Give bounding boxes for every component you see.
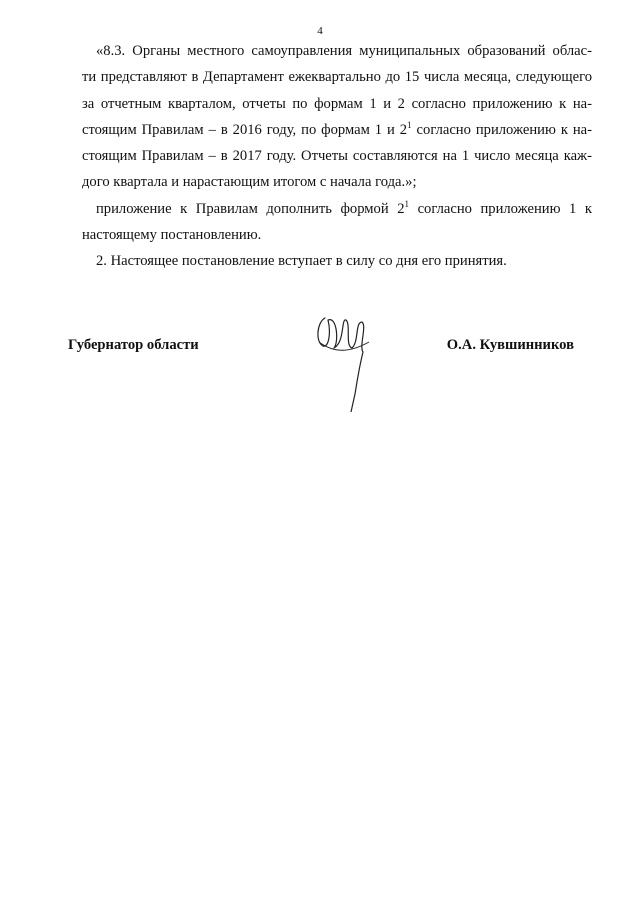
- superscript-index: 1: [407, 120, 412, 130]
- paragraph-2-line-1: [96, 200, 592, 218]
- paragraph-2-line-1-end: согласно приложению 1 к: [409, 201, 593, 217]
- paragraph-1-line-6: дого квартала и нарастающим итогом с начала года.»;: [82, 174, 417, 190]
- signature-name: О.А. Кувшинников: [446, 337, 574, 353]
- paragraph-1-line-1: «8.3. Органы местного самоуправления муниципальных образований облас-: [96, 43, 592, 59]
- paragraph-2-line-1-start: приложение к Правилам дополнить формой 2: [96, 201, 405, 217]
- paragraph-1-line-5: стоящим Правилам – в 2017 году. Отчеты составляются на 1 число месяца каж-: [82, 148, 592, 164]
- superscript-index: 1: [404, 199, 410, 209]
- paragraph-3-line-1: 2. Настоящее постановление вступает в силу со дня его принятия.: [96, 253, 507, 269]
- signature-title: Губернатор области: [68, 337, 199, 353]
- page-number: 4: [317, 25, 323, 37]
- paragraph-1-line-3: за отчетным кварталом, отчеты по формам 1 и 2 согласно приложению к на-: [82, 96, 592, 112]
- paragraph-1-line-4-start: стоящим Правилам – в 2016 году, по формам 1 и 2: [82, 122, 408, 138]
- paragraph-1-line-4-end: согласно приложению к на-: [411, 122, 593, 138]
- paragraph-1-line-2: ти представляют в Департамент ежеквартально до 15 числа месяца, следующего: [82, 69, 592, 85]
- paragraph-2-line-2: настоящему постановлению.: [82, 227, 262, 243]
- handwritten-signature: [315, 312, 375, 412]
- paragraph-1-line-4: [82, 121, 592, 139]
